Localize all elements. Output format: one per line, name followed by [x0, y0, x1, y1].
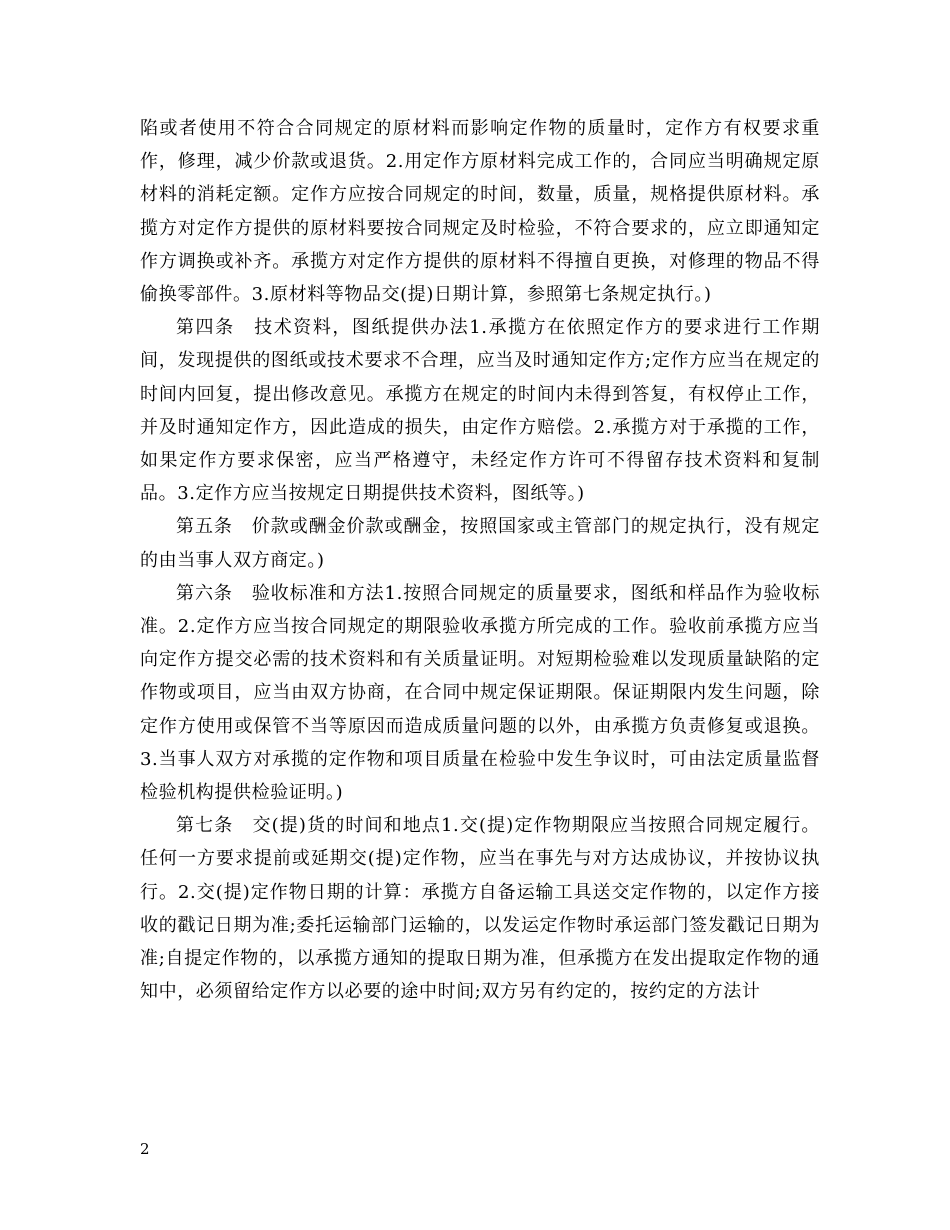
paragraph-article-4: 第四条 技术资料，图纸提供办法1.承揽方在依照定作方的要求进行工作期间，发现提供的图纸或技术要求不合理，应当及时通知定作方;定作方应当在规定的时间内回复，提出修改意见。承揽方在规定的时间内未得到答复，有权停止工作，并及时通知定作方，因此造成的损失，由定作方赔偿。2.承揽方对于承揽的工作，如果定作方要求保密，应当严格遵守，未经定作方许可不得留存技术资料和复制品。3.定作方应当按规定日期提供技术资料，图纸等。) [140, 317, 820, 505]
document-body [140, 112, 820, 1008]
paragraph-article-7: 第七条 交(提)货的时间和地点1.交(提)定作物期限应当按照合同规定履行。任何一方要求提前或延期交(提)定作物，应当在事先与对方达成协议，并按协议执行。2.交(提)定作物日期的计算：承揽方自备运输工具送交定作物的，以定作方接收的戳记日期为准;委托运输部门运输的，以发运定作物时承运部门签发戳记日期为准;自提定作物的，以承揽方通知的提取日期为准，但承揽方在发出提取定作物的通知中，必须留给定作方以必要的途中时间;双方另有约定的，按约定的方法计 [140, 815, 820, 1003]
page-number: 2 [140, 1140, 150, 1158]
paragraph-article-6: 第六条 验收标准和方法1.按照合同规定的质量要求，图纸和样品作为验收标准。2.定作方应当按合同规定的期限验收承揽方所完成的工作。验收前承揽方应当向定作方提交必需的技术资料和有关质量证明。对短期检验难以发现质量缺陷的定作物或项目，应当由双方协商，在合同中规定保证期限。保证期限内发生问题，除定作方使用或保管不当等原因而造成质量问题的以外，由承揽方负责修复或退换。3.当事人双方对承揽的定作物和项目质量在检验中发生争议时，可由法定质量监督检验机构提供检验证明。) [140, 582, 820, 804]
paragraph-article-5: 第五条 价款或酬金价款或酬金，按照国家或主管部门的规定执行，没有规定的由当事人双方商定。) [140, 516, 820, 571]
paragraph-continuation: 陷或者使用不符合合同规定的原材料而影响定作物的质量时，定作方有权要求重作，修理，减少价款或退货。2.用定作方原材料完成工作的，合同应当明确规定原材料的消耗定额。定作方应按合同规定的时间，数量，质量，规格提供原材料。承揽方对定作方提供的原材料要按合同规定及时检验，不符合要求的，应立即通知定作方调换或补齐。承揽方对定作方提供的原材料不得擅自更换，对修理的物品不得偷换零部件。3.原材料等物品交(提)日期计算，参照第七条规定执行。) [140, 118, 820, 306]
